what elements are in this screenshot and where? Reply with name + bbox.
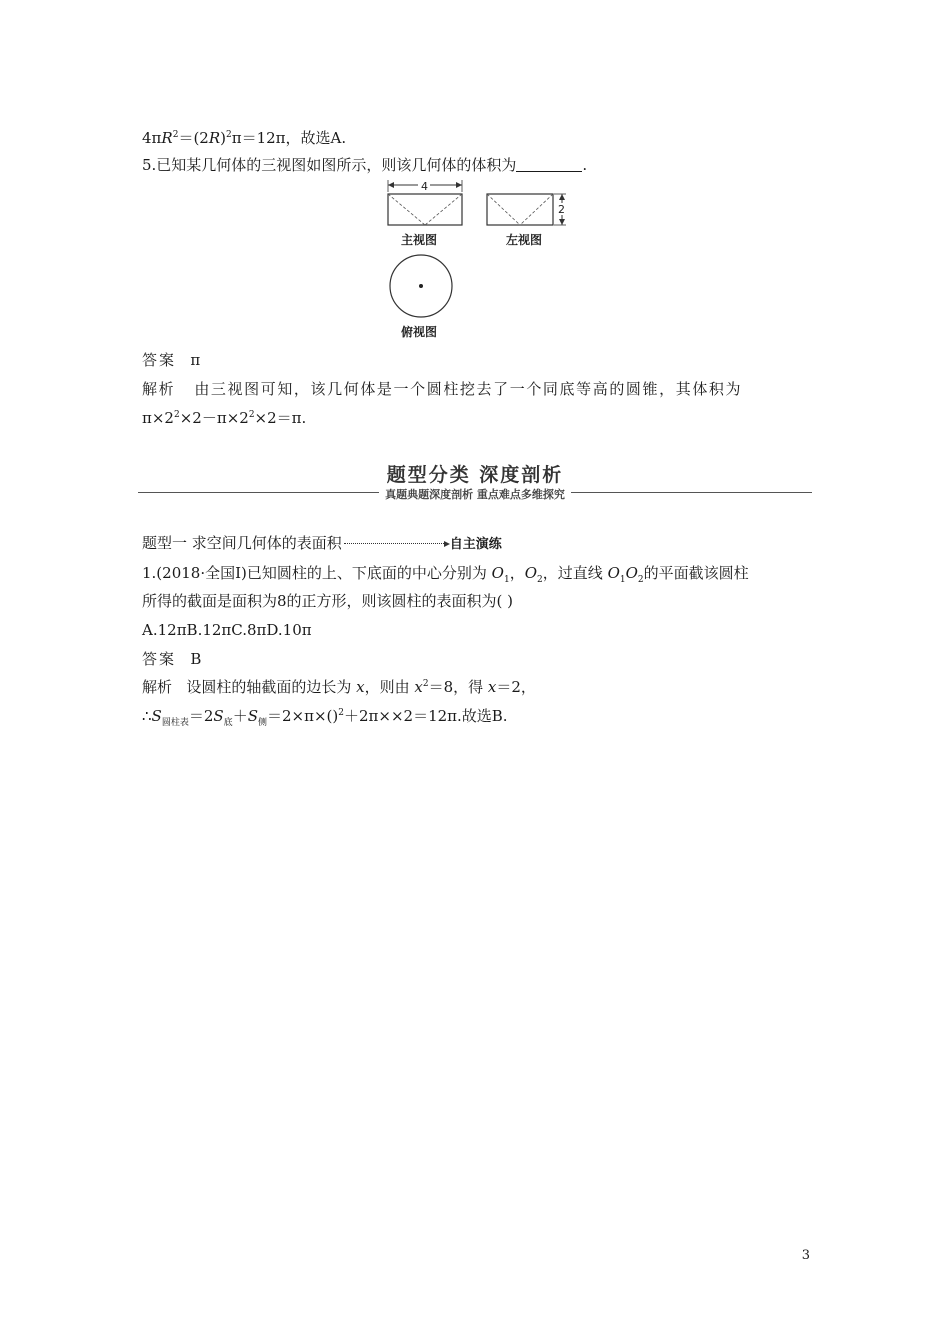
dim-width-label: 4 <box>421 180 428 193</box>
arrow-line <box>344 543 444 544</box>
question-5-text: 5.已知某几何体的三视图如图所示，则该几何体的体积为 <box>142 156 517 174</box>
answer-value: B <box>190 650 202 668</box>
question-5: 5.已知某几何体的三视图如图所示，则该几何体的体积为 . <box>142 156 588 174</box>
dim-height-label: 2 <box>558 203 565 216</box>
answer-line-q5 <box>142 350 200 370</box>
analysis-cont-q5: $\pi\times 2^2\times 2-\pi\times 2^2\times 2=\pi$. <box>142 409 307 427</box>
three-view-figure <box>380 180 580 340</box>
page-number: 3 <box>801 1248 810 1263</box>
topic-heading <box>142 533 502 555</box>
analysis-line-q1: 解析 设圆柱的轴截面的边长为 x，则由 $x^2=8$，得 x＝2， <box>142 678 536 696</box>
front-view <box>388 180 462 225</box>
caption-top-view: 俯视图 <box>401 325 438 339</box>
question-1-text: 1.(2018·全国Ⅰ)已知圆柱的上、下底面的中心分别为 <box>142 564 487 582</box>
caption-front-view: 主视图 <box>401 233 438 247</box>
answer-label: 答案 <box>142 650 177 668</box>
solution-line-prev: $4\pi R^2=(2R)^2\pi=12\pi$，故选A. <box>142 129 347 147</box>
topic-title: 题型一 求空间几何体的表面积 <box>142 534 342 552</box>
question-1: 1.(2018·全国Ⅰ)已知圆柱的上、下底面的中心分别为 $O_1$，$O_2$，过直线 $O_1O_2$的平面截该圆柱 <box>142 564 749 585</box>
answer-blank <box>516 157 582 172</box>
question-1-cont: 所得的截面是面积为8的正方形，则该圆柱的表面积为( ) <box>142 592 514 610</box>
practice-tag: 自主演练 <box>449 537 502 552</box>
left-view <box>487 194 568 225</box>
analysis-label: 解析 <box>142 678 173 696</box>
analysis-line-q5 <box>142 379 742 399</box>
answer-value: π <box>190 351 201 369</box>
analysis-cont-q1: $\therefore S_{圆柱表}=2S_底+S_侧=2\times\pi\times()^2+2\pi\times\times 2=12\pi$.故选B. <box>142 707 508 728</box>
question-1-choices: A.12πB.12πC.8πD.10π <box>142 621 312 639</box>
analysis-text: 设圆柱的轴截面的边长为 <box>186 678 352 696</box>
top-view <box>390 255 452 317</box>
caption-left-view: 左视图 <box>506 233 543 247</box>
analysis-label: 解析 <box>142 380 176 398</box>
section-banner-title: 题型分类 深度剖析 <box>386 464 564 486</box>
section-banner-subtitle: 真题典题深度剖析 重点难点多维探究 <box>0 486 950 502</box>
analysis-text: 由三视图可知，该几何体是一个圆柱挖去了一个同底等高的圆锥，其体积为 <box>194 380 743 398</box>
answer-label: 答案 <box>142 351 177 369</box>
answer-line-q1 <box>142 649 201 669</box>
